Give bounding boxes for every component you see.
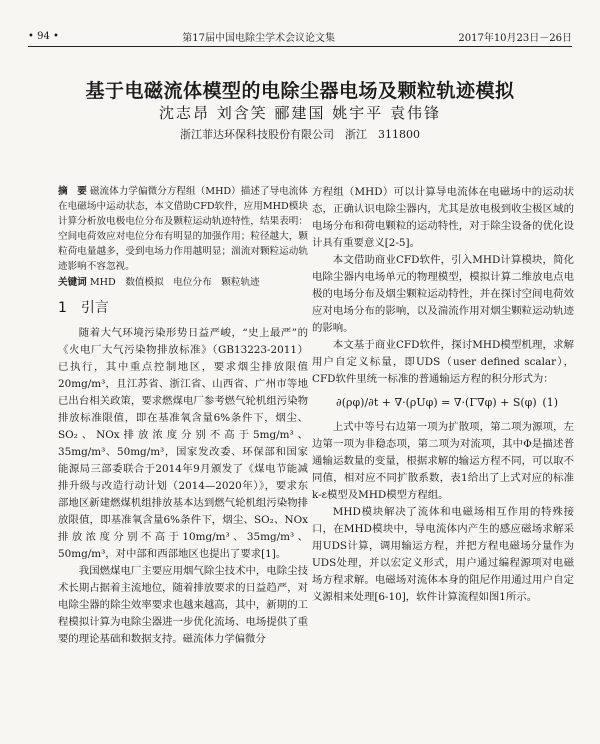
equation-text: ∂(ρφ)/∂t + ∇·(ρUφ) = ∇·(Γ∇φ) + S(φ) xyxy=(336,396,537,409)
right-paragraph-3: 上式中等号右边第一项为扩散项，第二项为源项，左边第一项为非稳态项，第二项为对流项，其中Φ是描述普通输运数量的变量，根据求解的输运方程不同，可以取不同值，相对应不同扩散系数，表1给出了上式对应的标准k-ε模型及MHD模型方程组。 xyxy=(312,421,574,501)
abstract-label: 摘 要 xyxy=(58,186,87,197)
conference-date: 2017年10月23日－26日 xyxy=(458,32,572,44)
right-paragraph-2: 本文基于商业CFD软件，探讨MHD模型机理，求解用户自定义标量，即UDS（user defined scalar），CFD软件里统一标准的普通输运方程的积分形式为： xyxy=(312,339,574,385)
right-paragraph-1: 本文借助商业CFD软件，引入MHD计算模块，简化电除尘器内电场单元的物理模型，模拟计算二维放电点电极的电场分布及烟尘颗粒运动特性，并在探讨空间电荷效应对电场分布的影响，以及湍流作用对烟尘颗粒运动轨迹的影响。 xyxy=(312,254,574,334)
equation-1 xyxy=(312,394,574,411)
authors: 沈志昂 刘含笑 郦建国 姚宇平 袁伟锋 xyxy=(158,104,442,122)
keywords xyxy=(58,275,308,290)
intro-paragraph-1: 随着大气环境污染形势日益严峻，“史上最严”的《火电厂大气污染物排放标准》（GB13223-2011）已执行，其中重点控制地区，要求烟尘排放限值20mg/m³，且江苏省、浙江省、山西省、广州市等地已出台相关政策，要求燃煤电厂参考燃气轮机组污染物排放标准限值，即在基准氧含量6%条件下，烟尘、SO₂、NOx排放浓度分别不高于5mg/m³、35mg/m³、50mg/m³，国家发改委、环保部和国家能源局三部委联合于2014年9月颁发了《煤电节能减排升级与改造行动计划（2014—2020年）》，要求东部地区新建燃煤机组排放基本达到燃气轮机组污染物排放限值，即基准氧含量6%条件下，烟尘、SO₂、NOx排放浓度分别不高于10mg/m³、35mg/m³、50mg/m³，对中部和西部地区也提出了要求[1]。 xyxy=(58,327,308,560)
affiliation: 浙江菲达环保科技股份有限公司 浙江 311800 xyxy=(180,128,420,141)
abstract-text: 磁流体力学偏微分方程组（MHD）描述了导电流体在电磁场中运动状态，本文借助CFD软件，应用MHD模块计算分析放电极电位分布及颗粒运动轨迹特性，结果表明：空间电荷效应对电位分布有明显的加强作用；粒径越大，颗粒荷电量越多，受到电场力作用越明显；湍流对颗粒运动轨迹影响不容忽视。 xyxy=(58,186,309,272)
conference-name: 第17届中国电除尘学术会议论文集 xyxy=(182,32,335,44)
right-paragraph-0: 方程组（MHD）可以计算导电流体在电磁场中的运动状态，正确认识电除尘器内，尤其是放电极到收尘极区域的电场分布和荷电颗粒的运动特性，对于除尘设备的优化设计具有重要意义[2-5]。 xyxy=(312,186,574,249)
section-heading: 1 引言 xyxy=(58,300,109,316)
abstract xyxy=(58,184,308,274)
equation-number: (1) xyxy=(542,396,558,409)
page-header xyxy=(28,28,572,44)
right-column xyxy=(312,184,574,606)
page-number: • 94 • xyxy=(28,30,59,42)
intro-paragraph-2: 我国燃煤电厂主要应用烟气除尘技术中，电除尘技术长期占据着主流地位，随着排放要求的日益趋严，对电除尘器的除尘效率要求也越来越高，其中，新期的工程模拟计算为电除尘器进一步优化流场、电场提供了重要的理论基础和数据支持。磁流体力学偏微分 xyxy=(58,565,308,645)
keywords-label: 关键词 xyxy=(58,277,87,288)
header-divider xyxy=(28,46,572,47)
paper-title: 基于电磁流体模型的电除尘器电场及颗粒轨迹模拟 xyxy=(85,80,515,102)
right-paragraph-4: MHD模块解决了流体和电磁场相互作用的特殊接口，在MHD模块中，导电流体内产生的感应磁场求解采用UDS计算，调用输运方程，并把方程电磁场分量作为UDS处理，并以宏定义形式，用户通过编程源项对电磁场方程求解。电磁场对流体本身的阻尼作用通过用户自定义源相来处理[6-10]，软件计算流程如图1所示。 xyxy=(312,506,574,603)
left-column xyxy=(58,184,308,648)
keywords-text: MHD 数值模拟 电位分布 颗粒轨迹 xyxy=(89,277,260,288)
